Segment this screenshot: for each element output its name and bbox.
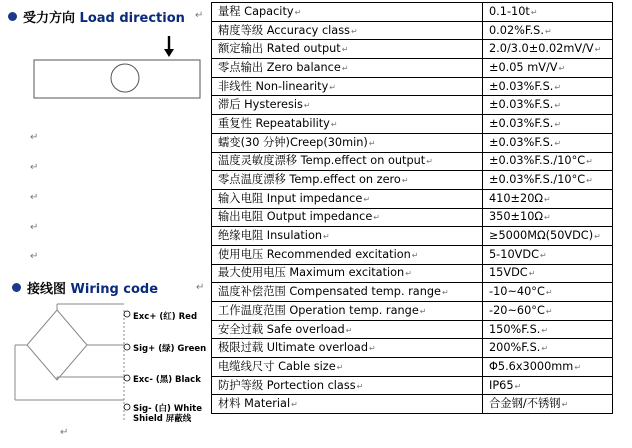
return-mark: ↵ <box>586 176 593 186</box>
spec-value-text: Φ5.6x3000mm <box>489 359 574 373</box>
return-mark: ↵ <box>294 7 302 17</box>
spec-value-cell <box>483 227 613 246</box>
spec-row <box>212 133 613 152</box>
return-mark: ↵ <box>541 325 549 335</box>
spec-param-text: 极限过载 Ultimate overload <box>218 341 368 355</box>
spec-value-cell <box>483 3 613 22</box>
spec-value-text: -20~60°C <box>489 303 545 317</box>
return-mark: ↵ <box>351 26 358 36</box>
return-mark: ↵ <box>544 194 551 204</box>
spec-value-text: ±0.03%F.S./10°C <box>489 173 586 187</box>
return-mark: ↵ <box>442 288 449 298</box>
spec-param-text: 蠕变(30 分钟)Creep(30min) <box>218 135 368 149</box>
return-mark: ↵ <box>30 162 39 173</box>
spec-row <box>212 376 613 395</box>
spec-param-text: 材料 Material <box>218 397 291 411</box>
return-mark: ↵ <box>195 10 204 21</box>
spec-value-text: ±0.03%F.S. <box>489 135 554 149</box>
spec-value-cell <box>483 152 613 171</box>
spec-param-text: 绝缘电阻 Insulation <box>218 229 323 243</box>
load-cell-drawing <box>0 30 205 110</box>
return-mark: ↵ <box>341 63 349 73</box>
return-mark: ↵ <box>539 250 547 260</box>
return-mark: ↵ <box>554 101 562 111</box>
return-mark: ↵ <box>545 306 553 316</box>
terminal-icon <box>124 311 130 317</box>
spec-value-cell <box>483 133 613 152</box>
spec-param-cell <box>212 171 483 190</box>
spec-param-cell <box>212 3 483 22</box>
return-mark: ↵ <box>561 400 569 410</box>
spec-row <box>212 283 613 302</box>
return-mark: ↵ <box>291 400 298 410</box>
return-mark: ↵ <box>196 282 205 293</box>
bullet-icon <box>8 12 17 21</box>
return-mark: ↵ <box>541 344 549 354</box>
return-mark: ↵ <box>594 232 601 242</box>
spec-param-cell <box>212 59 483 78</box>
return-mark: ↵ <box>323 232 330 242</box>
return-mark: ↵ <box>426 157 433 167</box>
return-mark: ↵ <box>419 306 427 316</box>
spec-row <box>212 21 613 40</box>
spec-param-cell <box>212 283 483 302</box>
spec-value-cell <box>483 115 613 134</box>
spec-value-cell <box>483 245 613 264</box>
spec-param-text: 最大使用电压 Maximum excitation <box>218 266 405 280</box>
return-mark: ↵ <box>30 251 39 262</box>
terminal-icon <box>124 344 130 350</box>
spec-param-text: 温度补偿范围 Compensated temp. range <box>218 285 441 299</box>
return-mark: ↵ <box>405 269 412 279</box>
spec-param-text: 额定输出 Rated output <box>218 42 341 56</box>
wire-label: Exc- (黑) Black <box>133 375 201 385</box>
spec-table <box>211 2 613 414</box>
spec-param-cell <box>212 302 483 321</box>
spec-param-cell <box>212 77 483 96</box>
return-mark: ↵ <box>544 213 551 223</box>
terminal-icon <box>124 375 130 381</box>
spec-param-text: 使用电压 Recommended excitation <box>218 247 411 261</box>
spec-row <box>212 339 613 358</box>
spec-value-cell <box>483 40 613 59</box>
spec-value-text: 410±20Ω <box>489 191 544 205</box>
spec-value-cell <box>483 59 613 78</box>
spec-param-cell <box>212 339 483 358</box>
return-mark: ↵ <box>368 138 376 148</box>
spec-value-text: IP65 <box>489 378 514 392</box>
spec-value-cell <box>483 21 613 40</box>
return-mark: ↵ <box>558 63 566 73</box>
terminal-icon <box>124 404 130 410</box>
spec-value-cell <box>483 77 613 96</box>
return-mark: ↵ <box>514 381 522 391</box>
spec-param-cell <box>212 40 483 59</box>
spec-value-cell <box>483 96 613 115</box>
spec-param-text: 重复性 Repeatability <box>218 116 330 130</box>
return-mark: ↵ <box>30 192 39 203</box>
return-mark: ↵ <box>336 362 344 372</box>
return-mark: ↵ <box>363 194 371 204</box>
spec-value-text: 0.1-10t <box>489 4 530 18</box>
spec-value-text: ±0.03%F.S. <box>489 98 554 112</box>
spec-param-text: 零点输出 Zero balance <box>218 60 341 74</box>
spec-param-text: 精度等级 Accuracy class <box>218 23 350 37</box>
return-mark: ↵ <box>594 45 602 55</box>
spec-param-cell <box>212 115 483 134</box>
return-mark: ↵ <box>30 222 39 233</box>
spec-row <box>212 358 613 377</box>
spec-row <box>212 152 613 171</box>
spec-param-cell <box>212 264 483 283</box>
spec-value-text: 15VDC <box>489 266 528 280</box>
spec-param-text: 温度灵敏度漂移 Temp.effect on output <box>218 154 426 168</box>
spec-value-cell <box>483 264 613 283</box>
return-mark: ↵ <box>60 427 69 438</box>
spec-param-text: 输出电阻 Output impedance <box>218 210 373 224</box>
spec-value-text: ±0.03%F.S. <box>489 79 554 93</box>
return-mark: ↵ <box>554 82 562 92</box>
spec-param-cell <box>212 21 483 40</box>
spec-value-cell <box>483 171 613 190</box>
spec-value-cell <box>483 208 613 227</box>
spec-param-text: 安全过载 Safe overload <box>218 322 345 336</box>
return-mark: ↵ <box>401 176 409 186</box>
spec-param-cell <box>212 133 483 152</box>
return-mark: ↵ <box>545 288 553 298</box>
return-mark: ↵ <box>544 26 552 36</box>
return-mark: ↵ <box>356 381 364 391</box>
load-arrow-icon <box>164 49 174 57</box>
spec-value-text: 350±10Ω <box>489 210 544 224</box>
spec-param-text: 零点温度漂移 Temp.effect on zero <box>218 173 401 187</box>
return-mark: ↵ <box>530 7 538 17</box>
spec-value-text: ≥5000MΩ(50VDC) <box>489 229 594 243</box>
return-mark: ↵ <box>369 344 376 354</box>
spec-row <box>212 208 613 227</box>
spec-value-cell <box>483 189 613 208</box>
wiring-code-title: 接线图 Wiring code <box>12 278 158 297</box>
spec-param-cell <box>212 245 483 264</box>
spec-param-text: 电缆线尺寸 Cable size <box>218 359 336 373</box>
spec-value-text: ±0.03%F.S. <box>489 116 554 130</box>
return-mark: ↵ <box>341 45 349 55</box>
spec-param-cell <box>212 189 483 208</box>
spec-param-cell <box>212 152 483 171</box>
load-direction-title: 受力方向 Load direction <box>8 7 185 26</box>
spec-row <box>212 189 613 208</box>
spec-row <box>212 77 613 96</box>
spec-value-text: 200%F.S. <box>489 341 541 355</box>
return-mark: ↵ <box>303 101 311 111</box>
bridge-diamond <box>27 310 87 380</box>
return-mark: ↵ <box>30 132 39 143</box>
spec-param-text: 量程 Capacity <box>218 4 294 18</box>
spec-value-cell <box>483 320 613 339</box>
return-mark: ↵ <box>528 269 536 279</box>
wire-label: Shield 屏蔽线 <box>133 414 192 424</box>
spec-value-cell <box>483 302 613 321</box>
spec-param-cell <box>212 358 483 377</box>
spec-row <box>212 302 613 321</box>
spec-param-text: 工作温度范围 Operation temp. range <box>218 303 419 317</box>
spec-row <box>212 40 613 59</box>
wire-label: Exc+ (红) Red <box>133 312 198 322</box>
spec-value-text: -10~40°C <box>489 285 545 299</box>
spec-row <box>212 3 613 22</box>
spec-value-cell <box>483 358 613 377</box>
load-cell-hole <box>111 64 139 92</box>
return-mark: ↵ <box>411 250 419 260</box>
wire-label: Sig+ (绿) Green <box>133 344 207 354</box>
spec-value-text: 5-10VDC <box>489 247 539 261</box>
spec-row <box>212 227 613 246</box>
spec-param-cell <box>212 96 483 115</box>
spec-value-cell <box>483 395 613 414</box>
spec-param-text: 防护等级 Portection class <box>218 378 356 392</box>
spec-row <box>212 245 613 264</box>
spec-value-text: 2.0/3.0±0.02mV/V <box>489 42 594 56</box>
spec-param-cell <box>212 395 483 414</box>
spec-row <box>212 171 613 190</box>
spec-param-cell <box>212 227 483 246</box>
spec-param-cell <box>212 320 483 339</box>
spec-param-text: 非线性 Non-linearity <box>218 79 329 93</box>
spec-value-text: 合金钢/不锈钢 <box>489 397 561 411</box>
spec-param-text: 滞后 Hysteresis <box>218 98 303 112</box>
return-mark: ↵ <box>574 362 582 372</box>
spec-param-cell <box>212 376 483 395</box>
spec-row <box>212 115 613 134</box>
return-mark: ↵ <box>329 82 336 92</box>
spec-row <box>212 395 613 414</box>
wire-label: Sig- (白) White <box>133 404 203 414</box>
return-mark: ↵ <box>554 138 562 148</box>
spec-value-text: 0.02%F.S. <box>489 23 544 37</box>
spec-param-cell <box>212 208 483 227</box>
return-mark: ↵ <box>345 325 353 335</box>
return-mark: ↵ <box>373 213 380 223</box>
spec-value-cell <box>483 376 613 395</box>
spec-value-text: ±0.05 mV/V <box>489 60 558 74</box>
spec-value-cell <box>483 339 613 358</box>
spec-value-text: 150%F.S. <box>489 322 541 336</box>
spec-row <box>212 320 613 339</box>
spec-row <box>212 59 613 78</box>
spec-row <box>212 96 613 115</box>
return-mark: ↵ <box>586 157 593 167</box>
bullet-icon <box>12 283 21 292</box>
spec-value-text: ±0.03%F.S./10°C <box>489 154 586 168</box>
return-mark: ↵ <box>554 119 562 129</box>
spec-param-text: 输入电阻 Input impedance <box>218 191 363 205</box>
return-mark: ↵ <box>330 119 338 129</box>
spec-value-cell <box>483 283 613 302</box>
spec-row <box>212 264 613 283</box>
